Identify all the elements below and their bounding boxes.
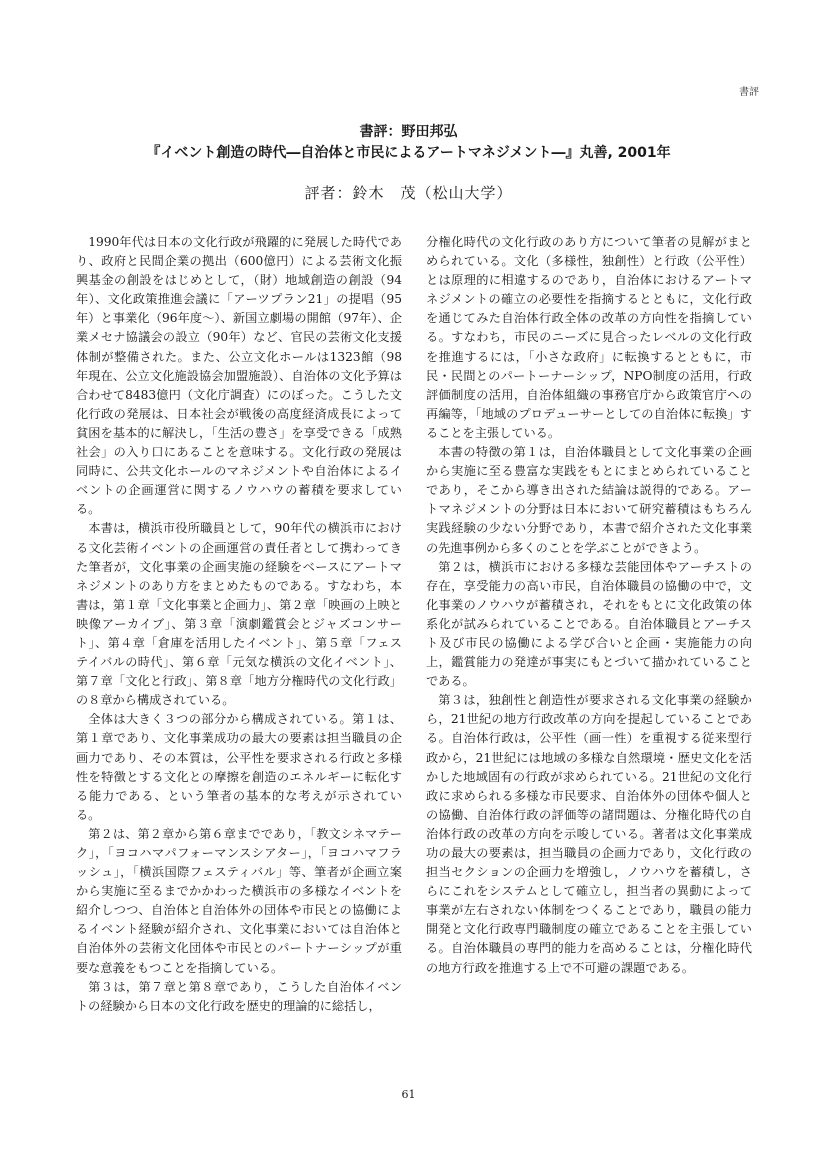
page-number: 61 [401, 1088, 416, 1101]
paragraph: 第３は，第７章と第８章であり，こうした自治体イベントの経験から日本の文化行政を歴史的理論的に総括し， [76, 979, 402, 1013]
paragraph: 第２は、第２章から第６章までであり，「教文シネマテーク」，「ヨコハマパフォーマンスシアター」，「ヨコハマフラッシュ」，「横浜国際フェスティバル」等、筆者が企画立案から実施に至るまでかかわった横浜市の多様なイベントを紹介しつつ、自治体と自治体外の団体や市民との協働によるイベント経験が紹介され、文化事業においては自治体と自治体外の芸術文化団体や市民とのパートナーシップが重要な意義をもつことを指摘している。 [76, 826, 402, 975]
section-label: 書評 [739, 87, 759, 98]
paragraph: 第３は，独創性と創造性が要求される文化事業の経験から，21世紀の地方行政改革の方向を提起していることである。自治体行政は，公平性（画一性）を重視する従来型行政から，21世紀には地域の多様な自然環境・歴史文化を活かした地域固有の行政が求められている。21世紀の文化行政に求められる多様な市民要求、自治体外の団体や個人との協働、自治体行政の評価等の諸問題は、分権化時代の自治体行政の改革の方向を示唆している。著者は文化事業成功の最大の要素は，担当職員の企画力であり，文化行政の担当セクションの企画力を増強し，ノウハウを蓄積し，さらにこれをシステムとして確立し，担当者の異動によって事業が左右されない体制をつくることであり，職員の能力開発と文化行政専門職制度の確立であることを主張している。自治体職員の専門的能力を高めることは，分権化時代の地方行政を推進する上で不可避の課題である。 [426, 693, 752, 975]
paragraph: 1990年代は日本の文化行政が飛躍的に発展した時代であり、政府と民間企業の拠出（600億円）による芸術文化振興基金の創設をはじめとして，（財）地域創造の創設（94年）、文化政策推進会議に「アーツプラン21」の提唱（95年）と事業化（96年度～）、新国立劇場の開館（97年）、企業メセナ協議会の設立（90年）など、官民の芸術文化支援体制が整備された。また、公立文化ホールは1323館（98年現在、公立文化施設協会加盟施設）、自治体の文化予算は合わせて8483億円（文化庁調査）にのぼった。こうした文化行政の発展は、日本社会が戦後の高度経済成長によって貧困を基本的に解決し，「生活の豊さ」を享受できる「成熟社会」の入り口にあることを意味する。文化行政の発展は同時に、公共文化ホールのマネジメントや自治体によるイベントの企画運営に関するノウハウの蓄積を要求している。 [76, 235, 402, 517]
paragraph: 本書は，横浜市役所職員として，90年代の横浜市における文化芸術イベントの企画運営の責任者として携わってきた筆者が，文化事業の企画実施の経験をベースにアートマネジメントのあり方をまとめたものである。すなわち，本書は，第１章「文化事業と企画力」、第２章「映画の上映と映像アーカイブ」、第３章「演劇鑑賞会とジャズコンサート」、第４章「倉庫を活用したイベント」、第５章「フェステイバルの時代」、第６章「元気な横浜の文化イベント」、第７章「文化と行政」、第８章「地方分権時代の文化行政」の８章から構成されている。 [76, 521, 402, 708]
right-column [426, 233, 752, 978]
left-column [76, 233, 402, 1016]
article-title-block [0, 122, 817, 203]
paragraph: 全体は大きく３つの部分から構成されている。第１は、第１章であり、文化事業成功の最大の要素は担当職員の企画力であり、その本質は，公平性を要求される行政と多様性を特徴とする文化との摩擦を創造のエネルギーに転化する能力である、という筆者の基本的な考えが示されている。 [76, 712, 402, 822]
paragraph-continuation: 分権化時代の文化行政のあり方について筆者の見解がまとめられている。文化（多様性，独創性）と行政（公平性）とは原理的に相違するのであり，自治体におけるアートマネジメントの確立の必要性を指摘するとともに，文化行政を通じてみた自治体行政全体の改革の方向性を指摘している。すなわち，市民のニーズに見合ったレベルの文化行政を推進するには，「小さな政府」に転換するとともに，市民・民間とのパートーナーシップ，NPO制度の活用，行政評価制度の活用，自治体組織の事務官庁から政策官庁への再編等，「地域のプロデューサーとしての自治体に転換」することを主張している。 [426, 235, 752, 440]
paragraph: 本書の特徴の第１は，自治体職員として文化事業の企画から実施に至る豊富な実践をもとにまとめられていることであり，そこから導き出された結論は説得的である。アートマネジメントの分野は日本において研究蓄積はもちろん実践経験の少ない分野であり，本書で紹介された文化事業の先進事例から多くのことを学ぶことができよう。 [426, 445, 752, 555]
reviewer-name: 評者：鈴木 茂（松山大学） [304, 184, 513, 202]
paragraph: 第２は，横浜市における多様な芸能団体やアーチストの存在，享受能力の高い市民，自治体職員の協働の中で，文化事業のノウハウが蓄積され，それをもとに文化政策の体系化が試みられていることである。自治体職員とアーチスト及び市民の協働による学び合いと企画・実施能力の向上，鑑賞能力の発達が事実にもとづいて描かれていることである。 [426, 559, 752, 689]
review-title: 書評：野田邦弘 [359, 124, 458, 140]
book-title: 『イベント創造の時代―自治体と市民によるアートマネジメント―』丸善, 2001年 [146, 145, 671, 161]
